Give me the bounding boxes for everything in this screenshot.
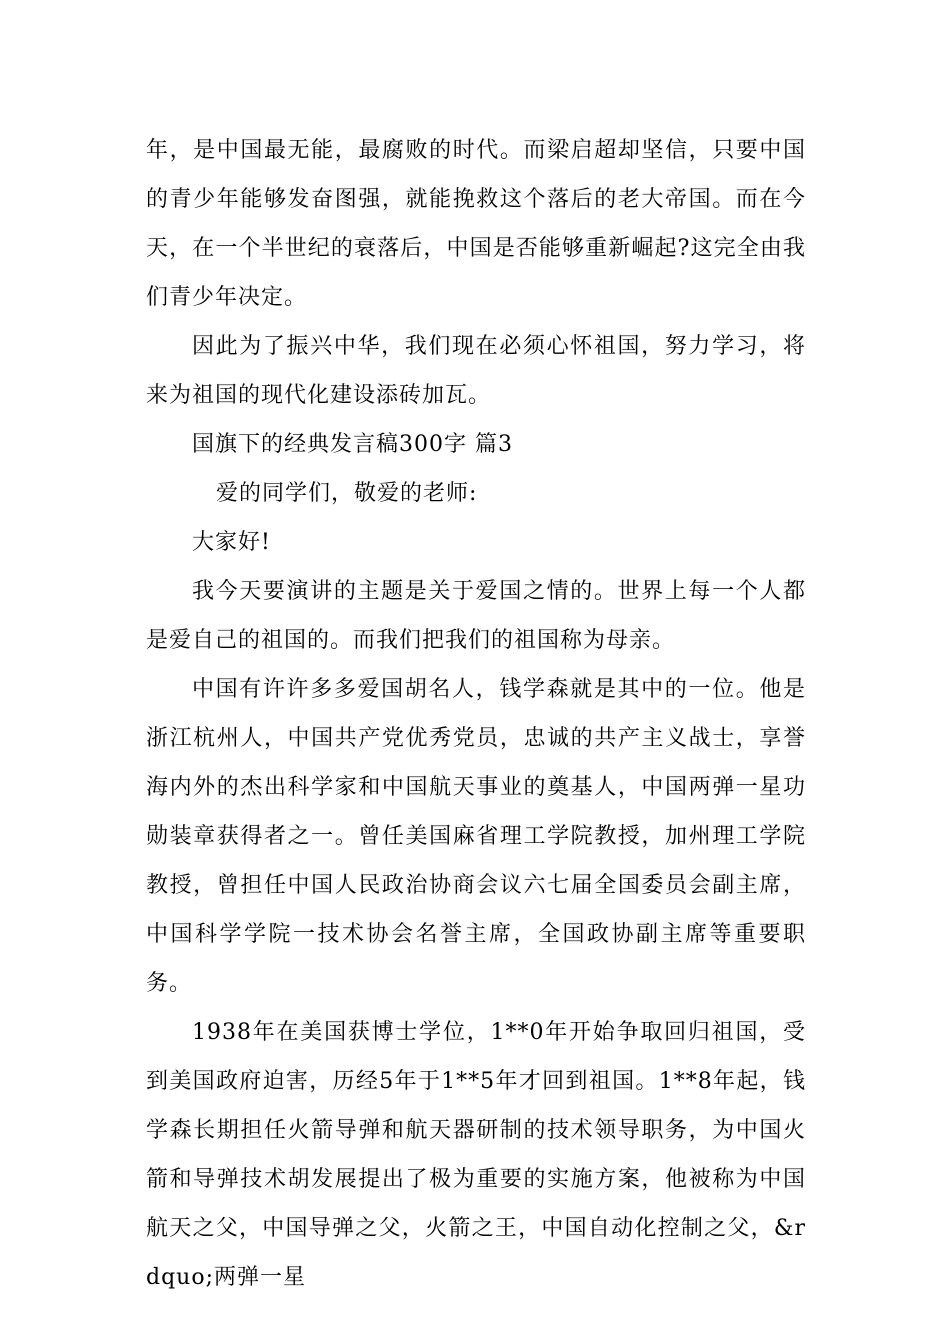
greeting: 大家好! [192,530,271,555]
paragraph-2: 因此为了振兴中华，我们现在必须心怀祖国，努力学习，将来为祖国的现代化建设添砖加瓦。 [146,334,806,408]
paragraph-1: 年，是中国最无能，最腐败的时代。而梁启超却坚信，只要中国的青少年能够发奋图强，就能挽救这个落后的老大帝国。而在今天，在一个半世纪的衰落后，中国是否能够重新崛起?这完全由我们青少年决定。 [146,138,806,310]
salutation: 爱的同学们，敬爱的老师: [216,481,478,506]
paragraph-qian-xuesen: 中国有许许多多爱国胡名人，钱学森就是其中的一位。他是浙江杭州人，中国共产党优秀党员，忠诚的共产主义战士，享誉海内外的杰出科学家和中国航天事业的奠基人，中国两弹一星功勋装章获得者之一。曾任美国麻省理工学院教授，加州理工学院教授，曾担任中国人民政治协商会议六七届全国委员会副主席，中国科学学院一技术协会名誉主席，全国政协副主席等重要职务。 [146,677,806,996]
document-body [146,126,806,1302]
section-heading: 国旗下的经典发言稿300字 篇3 [192,432,513,457]
paragraph-history: 1938年在美国获博士学位，1**0年开始争取回归祖国，受到美国政府迫害，历经5年于1**5年才回到祖国。1**8年起，钱学森长期担任火箭导弹和航天器研制的技术领导职务，为中国火箭和导弹技术胡发展提出了极为重要的实施方案，他被称为中国航天之父，中国导弹之父，火箭之王，中国自动化控制之父，&rdquo;两弹一星 [146,1020,806,1290]
paragraph-topic: 我今天要演讲的主题是关于爱国之情的。世界上每一个人都是爱自己的祖国的。而我们把我们的祖国称为母亲。 [146,579,806,653]
